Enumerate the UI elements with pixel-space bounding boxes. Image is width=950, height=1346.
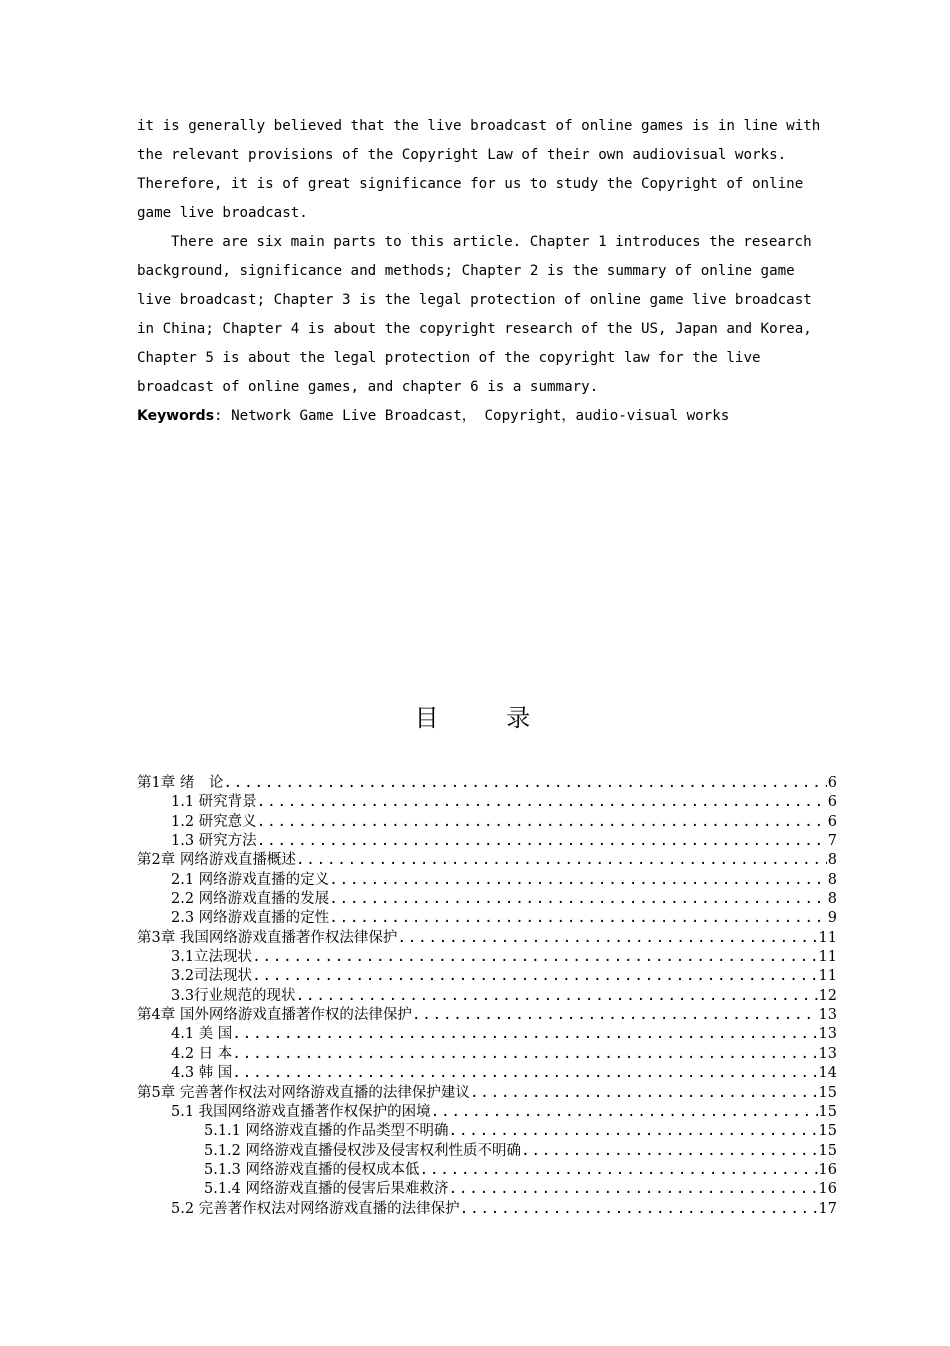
keywords-label: Keywords — [137, 408, 215, 424]
toc-entry-title: 3.3行业规范的现状 — [171, 987, 296, 1004]
toc-entry-title: 第2章 网络游戏直播概述 — [137, 852, 296, 869]
toc-leader-dots — [521, 1142, 818, 1161]
toc-entry-title: 第5章 完善著作权法对网络游戏直播的法律保护建议 — [137, 1084, 470, 1101]
toc-leader-dots — [460, 1200, 818, 1219]
toc-entry-title: 2.3 网络游戏直播的定性 — [171, 910, 330, 927]
toc-entry-title: 3.1立法现状 — [171, 949, 253, 966]
toc-leader-dots — [252, 948, 817, 967]
toc-title: 目 录 — [414, 704, 561, 732]
toc-entry-5-1-2[interactable] — [137, 1142, 837, 1161]
toc-entry-title: 2.1 网络游戏直播的定义 — [171, 871, 330, 888]
toc-entry-title: 5.2 完善著作权法对网络游戏直播的法律保护 — [171, 1200, 460, 1217]
toc-entry-3-2[interactable] — [137, 967, 837, 986]
toc-page-number: 11 — [818, 968, 837, 985]
toc-entry-5-1-4[interactable] — [137, 1180, 837, 1199]
toc-page-number: 15 — [818, 1142, 837, 1159]
toc-leader-dots — [431, 1103, 818, 1122]
toc-entry-title: 2.2 网络游戏直播的发展 — [171, 891, 330, 908]
toc-entry-1-2[interactable] — [137, 813, 837, 832]
toc-leader-dots — [412, 1006, 818, 1025]
abstract-paragraph-1: it is generally believed that the live broadcast of online games is in line with the relevant provisions of the Copyright Law of their own audiovisual works. Therefore, it is of great significance for us to study the Copyright of online game live broadcast. — [137, 118, 829, 221]
toc-entry-ch1[interactable] — [137, 774, 837, 793]
toc-entry-5-1-1[interactable] — [137, 1122, 837, 1141]
toc-entry-3-1[interactable] — [137, 948, 837, 967]
toc-page-number: 6 — [827, 813, 837, 830]
toc-leader-dots — [329, 890, 827, 909]
toc-entry-title: 5.1 我国网络游戏直播著作权保护的困境 — [171, 1103, 431, 1120]
toc-entry-2-3[interactable] — [137, 909, 837, 928]
toc-page-number: 17 — [818, 1200, 837, 1217]
toc-page-number: 7 — [827, 833, 837, 850]
toc-entry-ch3[interactable] — [137, 929, 837, 948]
toc-entry-4-1[interactable] — [137, 1025, 837, 1044]
toc-page-number: 13 — [818, 1045, 837, 1062]
toc-page-number: 6 — [827, 775, 837, 791]
toc-entry-ch4[interactable] — [137, 1006, 837, 1025]
abstract-body — [137, 112, 837, 402]
toc-entry-title: 3.2司法现状 — [171, 968, 253, 985]
toc-leader-dots — [223, 774, 826, 793]
toc-page-number: 16 — [818, 1161, 837, 1178]
toc-page-number: 8 — [827, 891, 837, 908]
keywords-line — [137, 402, 857, 431]
toc-leader-dots — [257, 793, 827, 812]
toc-entry-title: 5.1.2 网络游戏直播侵权涉及侵害权利性质不明确 — [204, 1142, 522, 1159]
keywords-text: : Network Game Live Broadcast， Copyright，audio-visual works — [214, 408, 730, 424]
toc-leader-dots — [232, 1064, 817, 1083]
toc-entry-title: 4.2 日 本 — [171, 1045, 233, 1062]
toc-page-number: 8 — [827, 871, 837, 888]
toc-leader-dots — [257, 832, 827, 851]
toc-entry-5-1-3[interactable] — [137, 1161, 837, 1180]
toc-entry-2-2[interactable] — [137, 890, 837, 909]
toc-page-number: 13 — [818, 1007, 837, 1024]
toc-entry-3-3[interactable] — [137, 987, 837, 1006]
toc-page-number: 11 — [818, 949, 837, 966]
toc-page-number: 9 — [827, 910, 837, 927]
toc-entry-1-3[interactable] — [137, 832, 837, 851]
toc-entry-4-2[interactable] — [137, 1045, 837, 1064]
toc-entry-1-1[interactable] — [137, 793, 837, 812]
toc-leader-dots — [296, 851, 827, 870]
toc-entry-title: 5.1.4 网络游戏直播的侵害后果难救济 — [204, 1181, 449, 1198]
toc-page-number: 12 — [818, 987, 837, 1004]
toc-page-number: 13 — [818, 1026, 837, 1043]
toc-entry-title: 1.1 研究背景 — [171, 794, 257, 811]
toc-page-number: 11 — [818, 929, 837, 946]
toc-entry-title: 第1章 绪 论 — [137, 775, 224, 791]
toc-entry-title: 5.1.3 网络游戏直播的侵权成本低 — [204, 1161, 420, 1178]
toc-page-number: 14 — [818, 1065, 837, 1082]
abstract-paragraph-2: There are six main parts to this article. Chapter 1 introduces the research background, significance and methods; Chapter 2 is the summary of online game live broadcast; Chapter 3 is the legal protection of online game live broadcast in China; Chapter 4 is about the copyright research of the US, Japan and Korea, Chapter 5 is about the legal protection of the copyright law for the live broadcast of online games, and chapter 6 is a summary. — [137, 234, 821, 395]
toc-entry-title: 4.1 美 国 — [171, 1026, 233, 1043]
toc-page-number: 16 — [818, 1181, 837, 1198]
toc-leader-dots — [397, 929, 817, 948]
toc-page-number: 6 — [827, 794, 837, 811]
toc-leader-dots — [470, 1084, 818, 1103]
toc-leader-dots — [232, 1045, 817, 1064]
toc-page-number: 8 — [827, 852, 837, 869]
toc-page-number: 15 — [818, 1103, 837, 1120]
toc-leader-dots — [257, 813, 827, 832]
toc-entry-title: 4.3 韩 国 — [171, 1065, 233, 1082]
toc-leader-dots — [329, 871, 827, 890]
table-of-contents — [137, 774, 837, 1219]
toc-entry-5-2[interactable] — [137, 1200, 837, 1219]
toc-leader-dots — [420, 1161, 818, 1180]
toc-entry-title: 5.1.1 网络游戏直播的作品类型不明确 — [204, 1123, 449, 1140]
toc-entry-5-1[interactable] — [137, 1103, 837, 1122]
toc-leader-dots — [449, 1122, 818, 1141]
toc-entry-ch2[interactable] — [137, 851, 837, 870]
toc-page-number: 15 — [818, 1084, 837, 1101]
toc-entry-title: 1.2 研究意义 — [171, 813, 257, 830]
toc-leader-dots — [232, 1025, 817, 1044]
toc-leader-dots — [296, 987, 818, 1006]
toc-leader-dots — [329, 909, 827, 928]
toc-entry-title: 1.3 研究方法 — [171, 833, 257, 850]
toc-page-number: 15 — [818, 1123, 837, 1140]
toc-entry-ch5[interactable] — [137, 1084, 837, 1103]
toc-entry-4-3[interactable] — [137, 1064, 837, 1083]
toc-leader-dots — [449, 1180, 818, 1199]
toc-leader-dots — [252, 967, 817, 986]
toc-entry-title: 第3章 我国网络游戏直播著作权法律保护 — [137, 929, 398, 946]
toc-entry-title: 第4章 国外网络游戏直播著作权的法律保护 — [137, 1007, 412, 1024]
toc-entry-2-1[interactable] — [137, 871, 837, 890]
